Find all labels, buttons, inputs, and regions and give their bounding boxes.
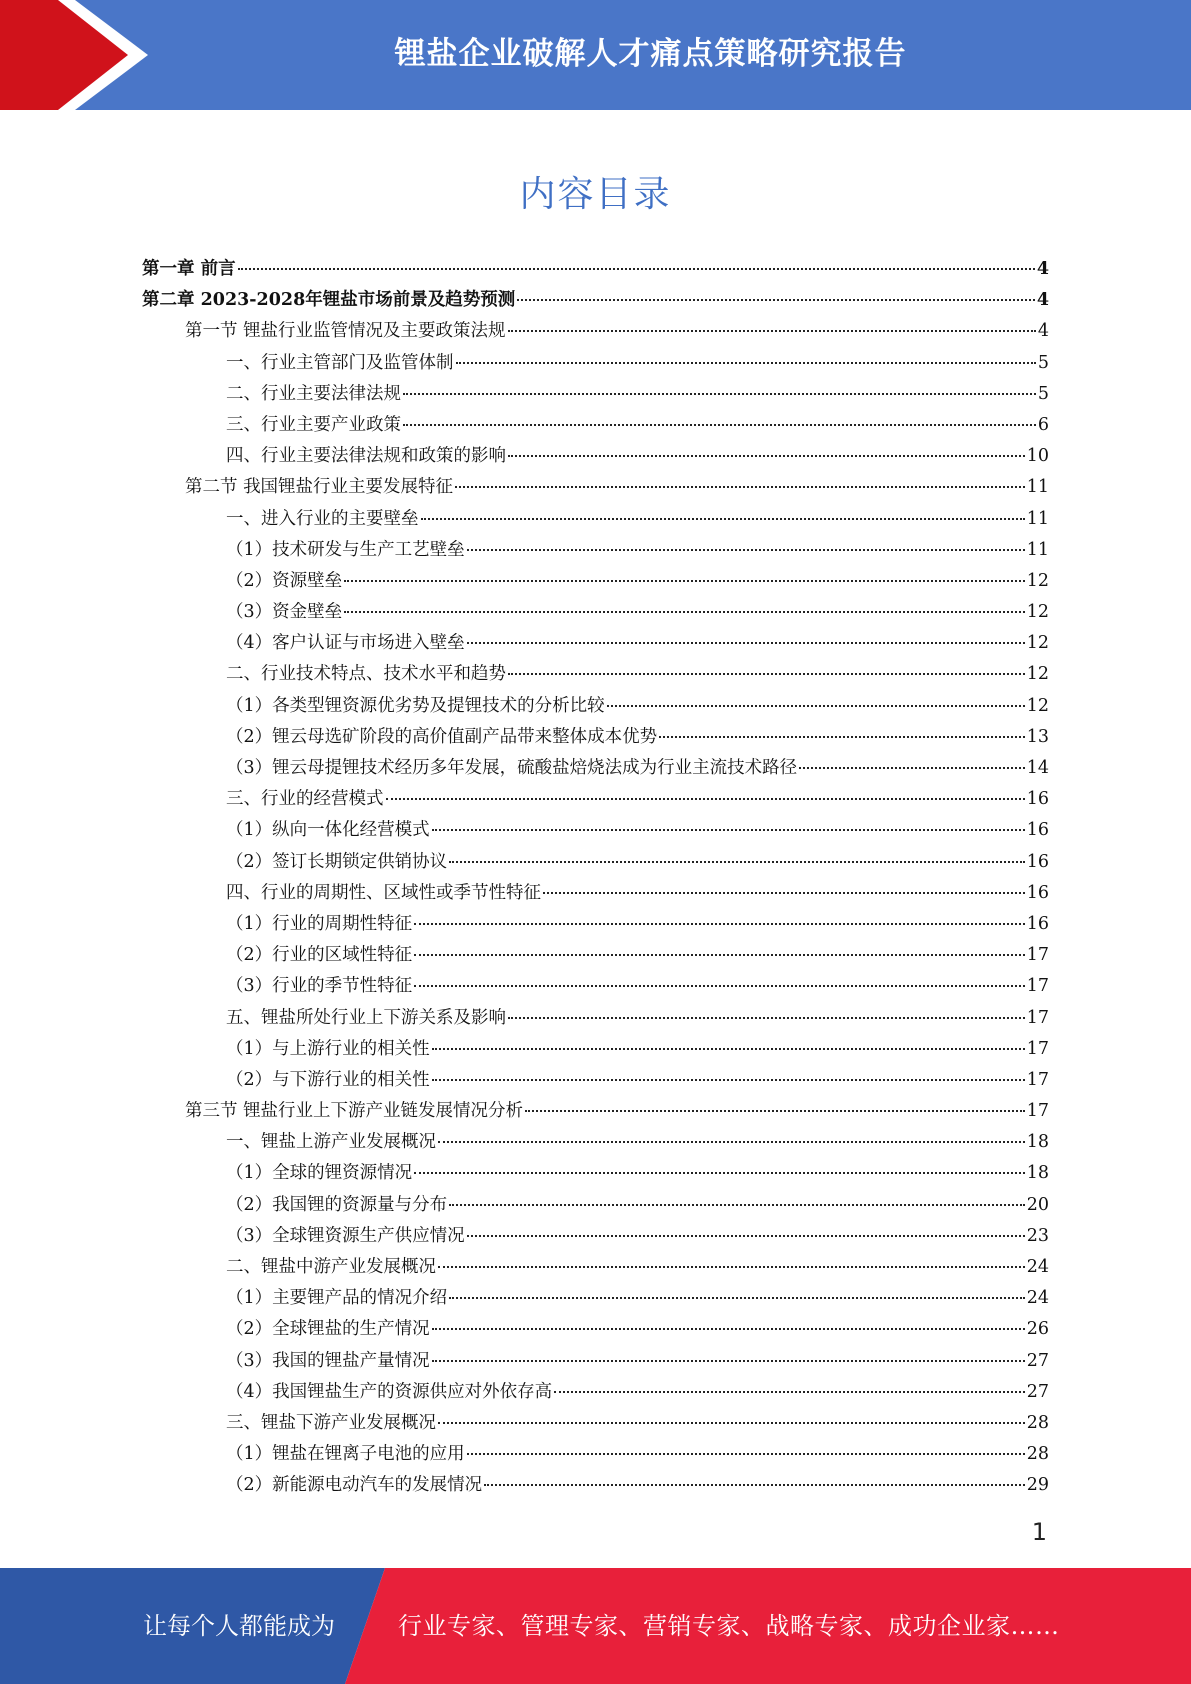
toc-dot-leader — [421, 518, 1025, 520]
toc-entry[interactable] — [142, 784, 1049, 815]
toc-dot-leader — [438, 1141, 1025, 1143]
toc-dot-leader — [344, 611, 1025, 613]
toc-entry-label: （1）技术研发与生产工艺壁垒 — [226, 539, 465, 560]
toc-entry-label: （2）行业的区域性特征 — [226, 945, 413, 966]
toc-entry[interactable] — [142, 1158, 1049, 1189]
toc-entry-page: 5 — [1037, 352, 1049, 373]
toc-dot-leader — [449, 1204, 1025, 1206]
toc-entry-page: 4 — [1036, 259, 1049, 279]
toc-entry-label: 四、行业主要法律法规和政策的影响 — [226, 446, 506, 467]
toc-entry-label: 三、锂盐下游产业发展概况 — [226, 1412, 436, 1433]
toc-dot-leader — [484, 1484, 1025, 1486]
toc-dot-leader — [659, 736, 1025, 738]
toc-dot-leader — [508, 1017, 1025, 1019]
toc-entry-page: 11 — [1026, 539, 1049, 560]
toc-dot-leader — [449, 1297, 1025, 1299]
toc-dot-leader — [456, 362, 1036, 364]
toc-entry[interactable] — [142, 379, 1049, 410]
toc-entry[interactable] — [142, 1283, 1049, 1314]
toc-title: 内容目录 — [519, 174, 672, 215]
toc-entry[interactable] — [142, 285, 1049, 316]
toc-entry[interactable] — [142, 1408, 1049, 1439]
toc-entry-label: （1）各类型锂资源优劣势及提锂技术的分析比较 — [226, 695, 605, 716]
toc-entry-page: 16 — [1026, 913, 1049, 934]
table-of-contents — [142, 254, 1049, 1502]
toc-entry[interactable] — [142, 1127, 1049, 1158]
toc-dot-leader — [414, 923, 1025, 925]
toc-entry-label: 第一章 前言 — [142, 259, 236, 279]
toc-dot-leader — [508, 673, 1025, 675]
footer-slogan-right: 行业专家、管理专家、营销专家、战略专家、成功企业家…… — [398, 1612, 1060, 1640]
toc-entry-label: （1）锂盐在锂离子电池的应用 — [226, 1444, 465, 1465]
toc-entry[interactable] — [142, 348, 1049, 379]
toc-entry[interactable] — [142, 535, 1049, 566]
toc-entry[interactable] — [142, 597, 1049, 628]
toc-dot-leader — [517, 299, 1035, 301]
toc-entry-label: 一、进入行业的主要壁垒 — [226, 508, 419, 529]
toc-entry-page: 24 — [1026, 1257, 1049, 1277]
toc-dot-leader — [467, 1235, 1025, 1237]
toc-entry-label: 第二章 2023-2028年锂盐市场前景及趋势预测 — [142, 290, 516, 311]
toc-entry[interactable] — [142, 847, 1049, 878]
toc-entry-label: （3）锂云母提锂技术经历多年发展，硫酸盐焙烧法成为行业主流技术路径 — [226, 758, 798, 778]
toc-dot-leader — [344, 580, 1025, 582]
toc-entry-page: 26 — [1026, 1319, 1049, 1340]
toc-entry-label: （2）全球锂盐的生产情况 — [226, 1319, 430, 1340]
toc-dot-leader — [414, 1172, 1025, 1174]
toc-entry[interactable] — [142, 566, 1049, 597]
toc-entry-page: 6 — [1037, 414, 1049, 435]
toc-dot-leader — [543, 892, 1025, 894]
toc-entry-page: 10 — [1026, 446, 1049, 467]
toc-entry[interactable] — [142, 722, 1049, 753]
toc-entry[interactable] — [142, 441, 1049, 472]
toc-entry-label: 第三节 锂盐行业上下游产业链发展情况分析 — [185, 1101, 524, 1122]
toc-dot-leader — [432, 1079, 1025, 1081]
toc-entry-label: （4）客户认证与市场进入壁垒 — [226, 633, 465, 654]
toc-dot-leader — [403, 393, 1036, 395]
toc-dot-leader — [386, 798, 1025, 800]
toc-entry-page: 11 — [1026, 508, 1049, 529]
toc-dot-leader — [607, 705, 1025, 707]
toc-entry-page: 23 — [1026, 1225, 1049, 1246]
page-number: 1 — [1031, 1518, 1047, 1546]
toc-dot-leader — [432, 829, 1025, 831]
toc-entry[interactable] — [142, 878, 1049, 909]
toc-entry-page: 29 — [1026, 1475, 1049, 1496]
header-title: 锂盐企业破解人才痛点策略研究报告 — [394, 35, 907, 72]
toc-dot-leader — [414, 985, 1025, 987]
toc-entry-page: 4 — [1037, 321, 1049, 342]
toc-entry-page: 17 — [1026, 976, 1049, 997]
toc-entry[interactable] — [142, 472, 1049, 503]
toc-dot-leader — [238, 268, 1035, 270]
toc-entry-page: 20 — [1026, 1194, 1049, 1215]
toc-entry-label: 三、行业的经营模式 — [226, 789, 384, 810]
toc-entry-page: 12 — [1026, 695, 1049, 716]
toc-entry-label: 一、行业主管部门及监管体制 — [226, 352, 454, 373]
toc-entry[interactable] — [142, 1065, 1049, 1096]
toc-entry-page: 17 — [1026, 1101, 1049, 1122]
toc-entry[interactable] — [142, 316, 1049, 347]
toc-entry[interactable] — [142, 504, 1049, 535]
toc-dot-leader — [508, 455, 1025, 457]
toc-entry-page: 14 — [1026, 758, 1049, 778]
toc-entry[interactable] — [142, 971, 1049, 1002]
toc-dot-leader — [438, 1266, 1025, 1268]
toc-entry[interactable] — [142, 1377, 1049, 1408]
toc-dot-leader — [467, 642, 1025, 644]
toc-entry-label: （3）我国的锂盐产量情况 — [226, 1350, 430, 1371]
toc-entry-label: 一、锂盐上游产业发展概况 — [226, 1132, 436, 1153]
toc-entry-label: 第一节 锂盐行业监管情况及主要政策法规 — [185, 321, 506, 342]
toc-entry-label: （2）资源壁垒 — [226, 570, 343, 591]
toc-entry-label: （1）与上游行业的相关性 — [226, 1038, 430, 1059]
toc-entry-label: （3）资金壁垒 — [226, 602, 343, 623]
toc-entry-label: （2）签订长期锁定供销协议 — [226, 851, 448, 872]
toc-entry-page: 11 — [1026, 477, 1049, 498]
toc-entry-page: 27 — [1026, 1381, 1049, 1402]
toc-entry-page: 27 — [1026, 1350, 1049, 1371]
page-footer — [0, 1568, 1191, 1684]
toc-entry[interactable] — [142, 1439, 1049, 1470]
toc-entry-page: 16 — [1026, 820, 1049, 841]
toc-dot-leader — [403, 424, 1036, 426]
toc-entry-label: 二、锂盐中游产业发展概况 — [226, 1257, 436, 1277]
toc-dot-leader — [449, 861, 1025, 863]
toc-entry-page: 16 — [1026, 882, 1049, 903]
toc-entry-page: 16 — [1026, 789, 1049, 810]
toc-entry-label: （2）锂云母选矿阶段的高价值副产品带来整体成本优势 — [226, 726, 658, 747]
toc-entry[interactable] — [142, 691, 1049, 722]
toc-entry-label: （1）行业的周期性特征 — [226, 913, 413, 934]
toc-entry-page: 17 — [1026, 1069, 1049, 1090]
toc-entry-page: 28 — [1026, 1412, 1049, 1433]
toc-entry[interactable] — [142, 1221, 1049, 1252]
toc-entry-label: （2）我国锂的资源量与分布 — [226, 1194, 448, 1215]
toc-entry-label: （2）新能源电动汽车的发展情况 — [226, 1475, 483, 1496]
toc-dot-leader — [432, 1360, 1025, 1362]
toc-entry-page: 12 — [1026, 633, 1049, 654]
toc-dot-leader — [438, 1422, 1025, 1424]
toc-entry[interactable] — [142, 659, 1049, 690]
toc-entry-label: （1）主要锂产品的情况介绍 — [226, 1288, 448, 1309]
toc-entry-page: 12 — [1026, 570, 1049, 591]
toc-dot-leader — [554, 1391, 1025, 1393]
toc-entry-label: （2）与下游行业的相关性 — [226, 1069, 430, 1090]
toc-entry[interactable] — [142, 1346, 1049, 1377]
toc-entry[interactable] — [142, 1470, 1049, 1501]
toc-entry-page: 13 — [1026, 726, 1049, 747]
toc-dot-leader — [525, 1110, 1025, 1112]
toc-entry-page: 16 — [1026, 851, 1049, 872]
toc-entry[interactable] — [142, 1314, 1049, 1345]
toc-dot-leader — [799, 767, 1025, 769]
toc-entry-label: 二、行业技术特点、技术水平和趋势 — [226, 664, 506, 685]
toc-dot-leader — [432, 1048, 1025, 1050]
toc-entry[interactable] — [142, 815, 1049, 846]
toc-entry[interactable] — [142, 1096, 1049, 1127]
page-header — [0, 0, 1191, 110]
toc-entry[interactable] — [142, 1252, 1049, 1283]
toc-entry-page: 12 — [1026, 602, 1049, 623]
toc-entry-label: （3）行业的季节性特征 — [226, 976, 413, 997]
toc-entry-page: 5 — [1037, 383, 1049, 404]
footer-slogan-left: 让每个人都能成为 — [143, 1612, 335, 1640]
toc-dot-leader — [467, 549, 1025, 551]
toc-entry-label: （1）全球的锂资源情况 — [226, 1163, 413, 1184]
toc-entry[interactable] — [142, 254, 1049, 285]
toc-dot-leader — [414, 954, 1025, 956]
toc-entry[interactable] — [142, 1034, 1049, 1065]
toc-entry-label: （1）纵向一体化经营模式 — [226, 820, 430, 841]
toc-entry[interactable] — [142, 410, 1049, 441]
toc-entry[interactable] — [142, 1003, 1049, 1034]
toc-entry-page: 24 — [1026, 1288, 1049, 1309]
toc-dot-leader — [432, 1328, 1025, 1330]
toc-dot-leader — [467, 1453, 1025, 1455]
toc-entry-page: 17 — [1026, 1038, 1049, 1059]
toc-dot-leader — [508, 330, 1036, 332]
toc-entry[interactable] — [142, 753, 1049, 784]
toc-entry-page: 18 — [1026, 1163, 1049, 1184]
toc-entry-page: 4 — [1036, 290, 1049, 311]
toc-entry-label: 五、锂盐所处行业上下游关系及影响 — [226, 1007, 506, 1028]
toc-entry[interactable] — [142, 628, 1049, 659]
toc-entry[interactable] — [142, 909, 1049, 940]
toc-entry-label: 第二节 我国锂盐行业主要发展特征 — [185, 477, 454, 498]
toc-entry-label: （3）全球锂资源生产供应情况 — [226, 1225, 465, 1246]
toc-dot-leader — [455, 486, 1025, 488]
toc-entry-page: 18 — [1026, 1132, 1049, 1153]
toc-entry-label: （4）我国锂盐生产的资源供应对外依存高 — [226, 1381, 553, 1402]
toc-entry-page: 17 — [1026, 945, 1049, 966]
toc-entry-label: 二、行业主要法律法规 — [226, 383, 401, 404]
toc-entry[interactable] — [142, 940, 1049, 971]
toc-entry-label: 三、行业主要产业政策 — [226, 414, 401, 435]
toc-entry-label: 四、行业的周期性、区域性或季节性特征 — [226, 882, 541, 903]
toc-entry-page: 28 — [1026, 1444, 1049, 1465]
toc-entry[interactable] — [142, 1190, 1049, 1221]
toc-entry-page: 12 — [1026, 664, 1049, 685]
toc-entry-page: 17 — [1026, 1007, 1049, 1028]
